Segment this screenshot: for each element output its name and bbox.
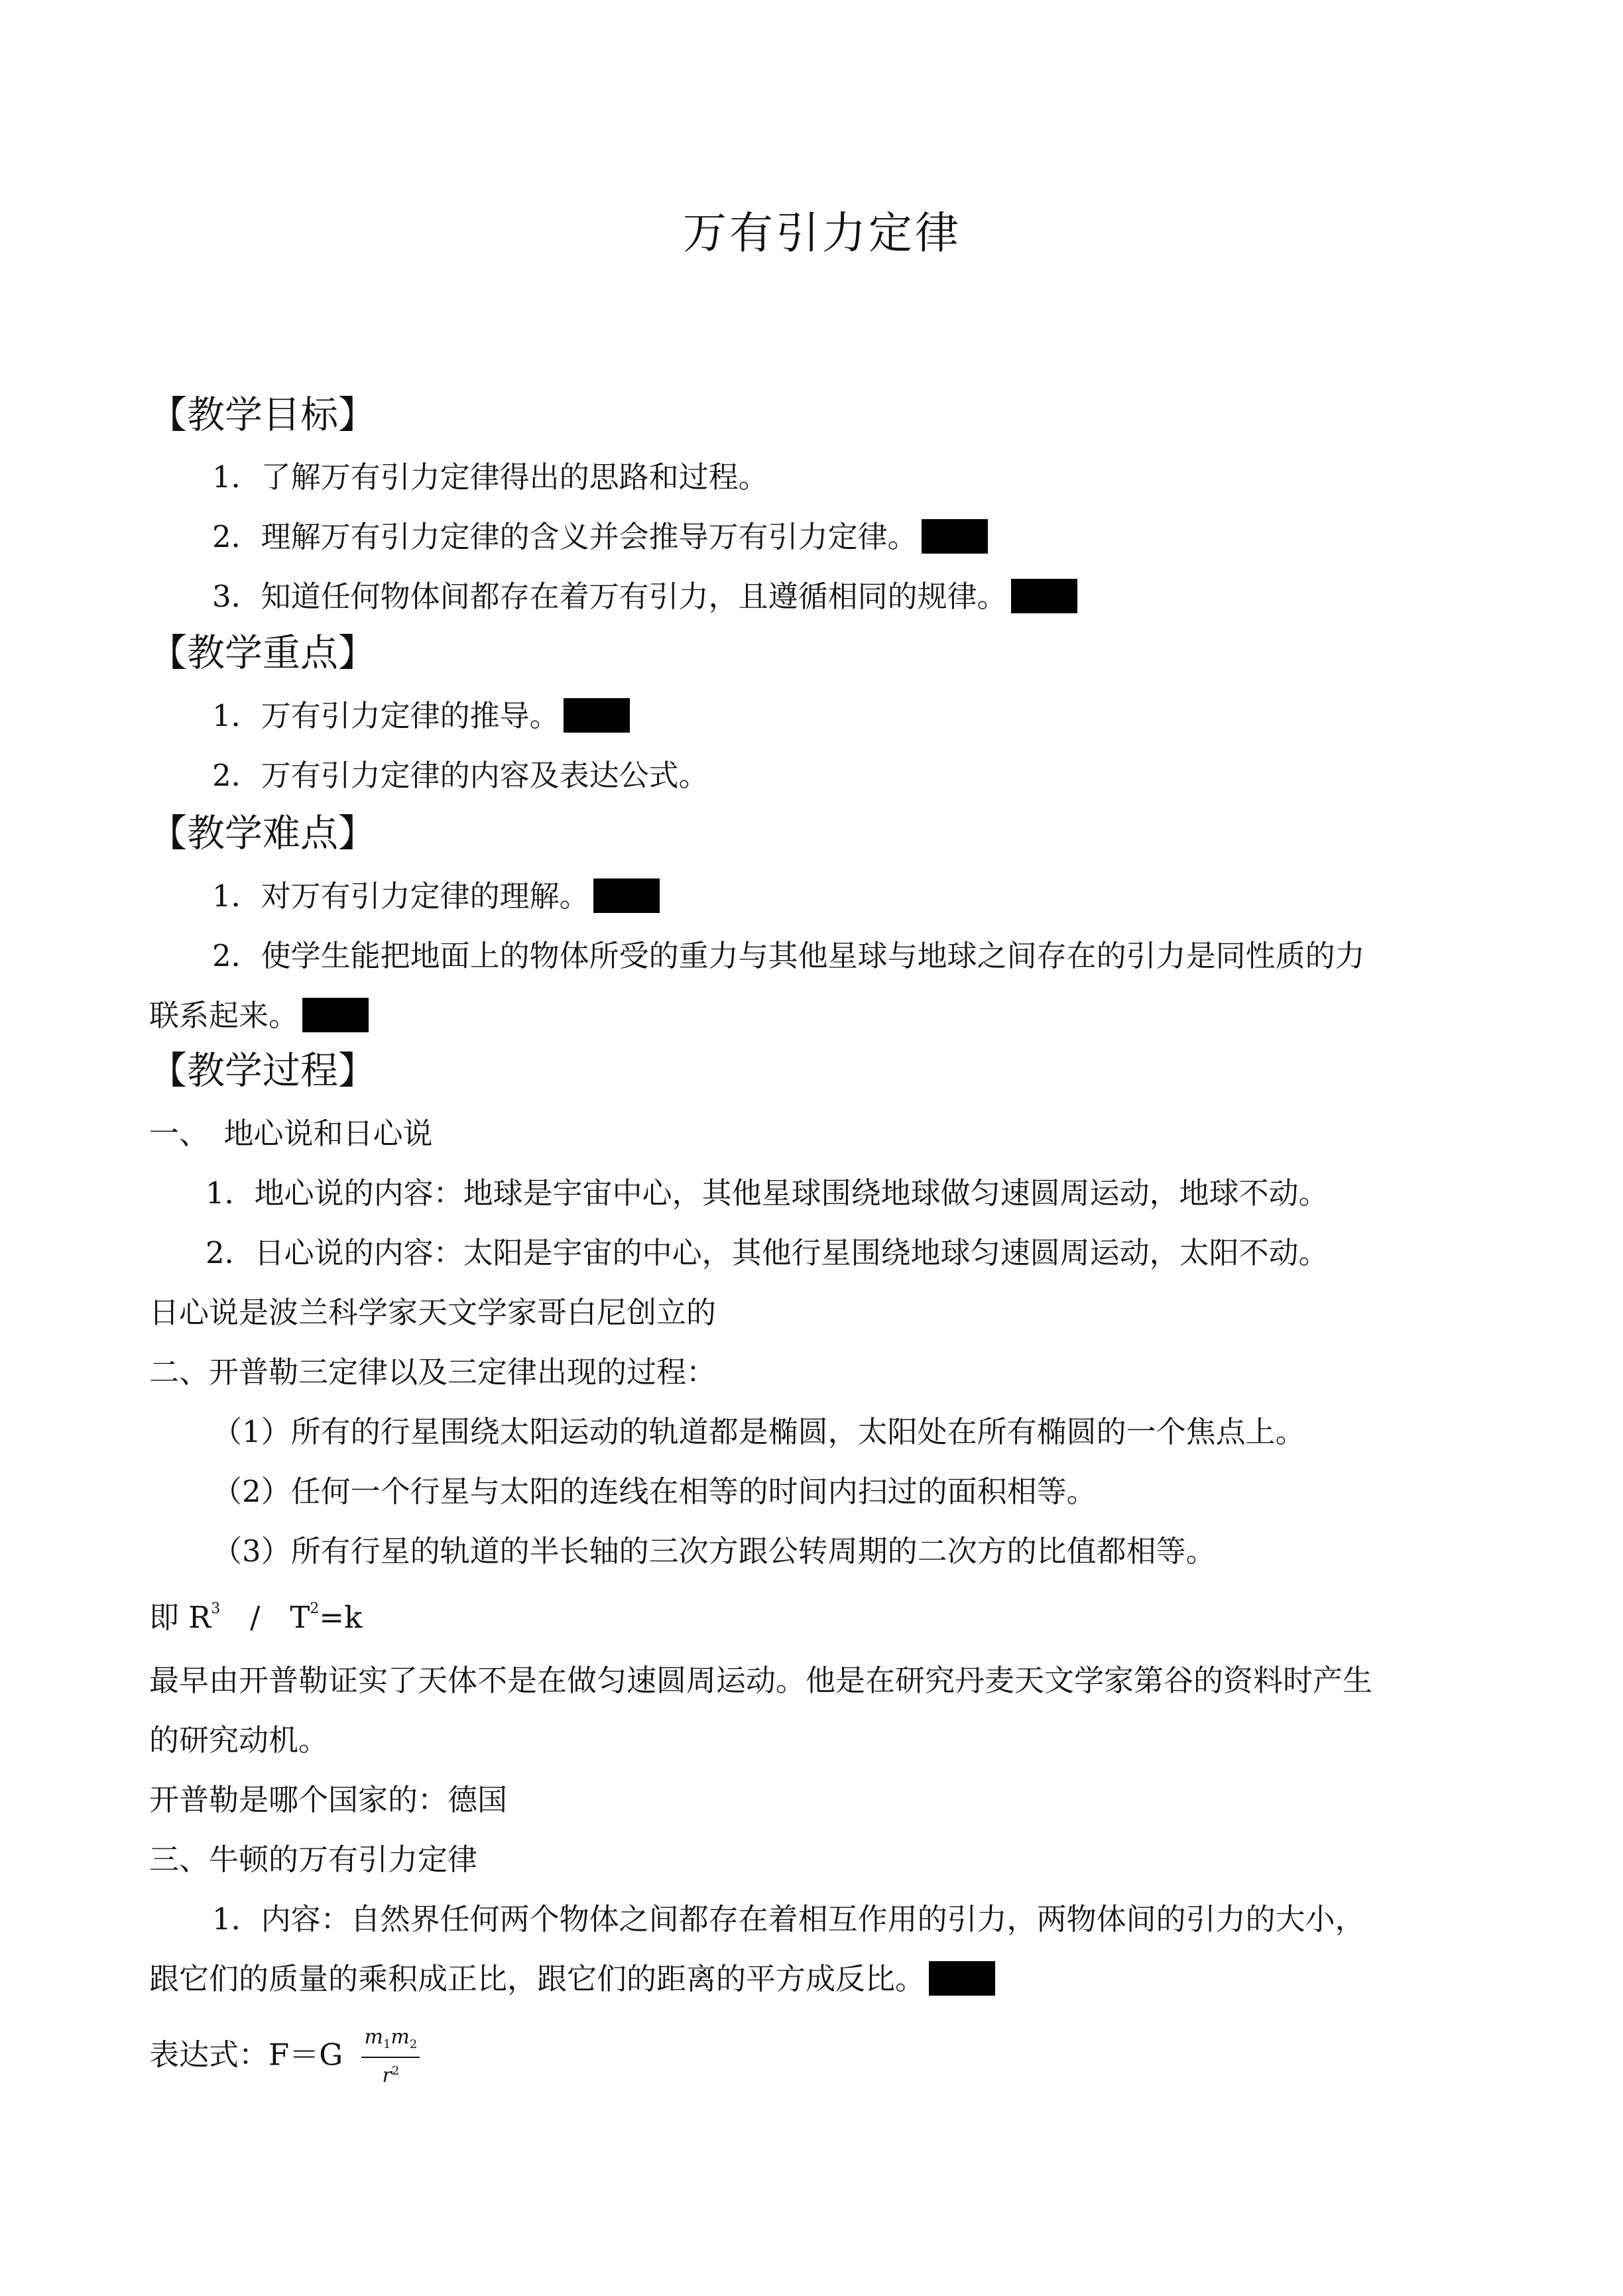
- part1-heading: 一、 地心说和日心说: [149, 1116, 433, 1151]
- difficulty-item-2-cont: 联系起来。: [149, 996, 369, 1036]
- key-point-item-2: 2．万有引力定律的内容及表达公式。: [212, 758, 709, 793]
- redaction-block: [1011, 579, 1077, 613]
- redaction-block: [922, 519, 988, 554]
- part2-heading: 二、开普勒三定律以及三定律出现的过程：: [149, 1355, 717, 1390]
- fraction-denominator: $r^2$: [382, 2064, 400, 2087]
- redaction-block: [929, 1961, 995, 1996]
- gravity-fraction: [361, 2025, 420, 2089]
- part3-heading: 三、牛顿的万有引力定律: [149, 1842, 478, 1877]
- difficulty-item-2: 2．使学生能把地面上的物体所受的重力与其他星球与地球之间存在的引力是同性质的力: [212, 938, 1365, 973]
- part1-item-2: 2．日心说的内容：太阳是宇宙的中心，其他行星围绕地球匀速圆周运动，太阳不动。: [206, 1235, 1329, 1270]
- key-points-heading: 【教学重点】: [149, 631, 376, 675]
- objective-item-2: 2．理解万有引力定律的含义并会推导万有引力定律。: [212, 517, 988, 557]
- redaction-block: [302, 998, 369, 1032]
- part1-note: 日心说是波兰科学家天文学家哥白尼创立的: [149, 1295, 717, 1330]
- law-content-line-2: 跟它们的质量的乘积成正比，跟它们的距离的平方成反比。: [149, 1959, 995, 1999]
- kepler-law-3: （3）所有行星的轨道的半长轴的三次方跟公转周期的二次方的比值都相等。: [212, 1534, 1216, 1569]
- kepler-para-1: 最早由开普勒证实了天体不是在做匀速圆周运动。他是在研究丹麦天文学家第谷的资料时产生: [149, 1663, 1373, 1698]
- kepler-law-2: （2）任何一个行星与太阳的连线在相等的时间内扫过的面积相等。: [212, 1474, 1097, 1509]
- redaction-block: [593, 878, 660, 913]
- kepler-para-2: 的研究动机。: [149, 1722, 329, 1758]
- gravity-expression: 表达式：F＝G $\frac{m_1m_2}{r^2}$: [149, 2025, 420, 2089]
- kepler-formula: 即 $R^3$ / $T^2=k$: [149, 1600, 363, 1635]
- kepler-law-1: （1）所有的行星围绕太阳运动的轨道都是椭圆，太阳处在所有椭圆的一个焦点上。: [212, 1414, 1305, 1449]
- redaction-block: [564, 698, 630, 733]
- kepler-question: 开普勒是哪个国家的：德国: [149, 1782, 508, 1817]
- fraction-numerator: $m_1m_2$: [361, 2025, 420, 2058]
- difficulties-heading: 【教学难点】: [149, 812, 376, 855]
- key-point-item-1: 1．万有引力定律的推导。: [212, 696, 630, 736]
- difficulty-item-1: 1．对万有引力定律的理解。: [212, 876, 660, 916]
- objective-item-3: 3．知道任何物体间都存在着万有引力，且遵循相同的规律。: [212, 577, 1077, 617]
- process-heading: 【教学过程】: [149, 1049, 376, 1093]
- objectives-heading: 【教学目标】: [149, 393, 376, 437]
- part1-item-1: 1．地心说的内容：地球是宇宙中心，其他星球围绕地球做匀速圆周运动，地球不动。: [206, 1176, 1329, 1211]
- objective-item-1: 1．了解万有引力定律得出的思路和过程。: [212, 459, 768, 495]
- law-content-line-1: 1．内容：自然界任何两个物体之间都存在着相互作用的引力，两物体间的引力的大小，: [212, 1902, 1365, 1937]
- page-title: 万有引力定律: [683, 208, 961, 259]
